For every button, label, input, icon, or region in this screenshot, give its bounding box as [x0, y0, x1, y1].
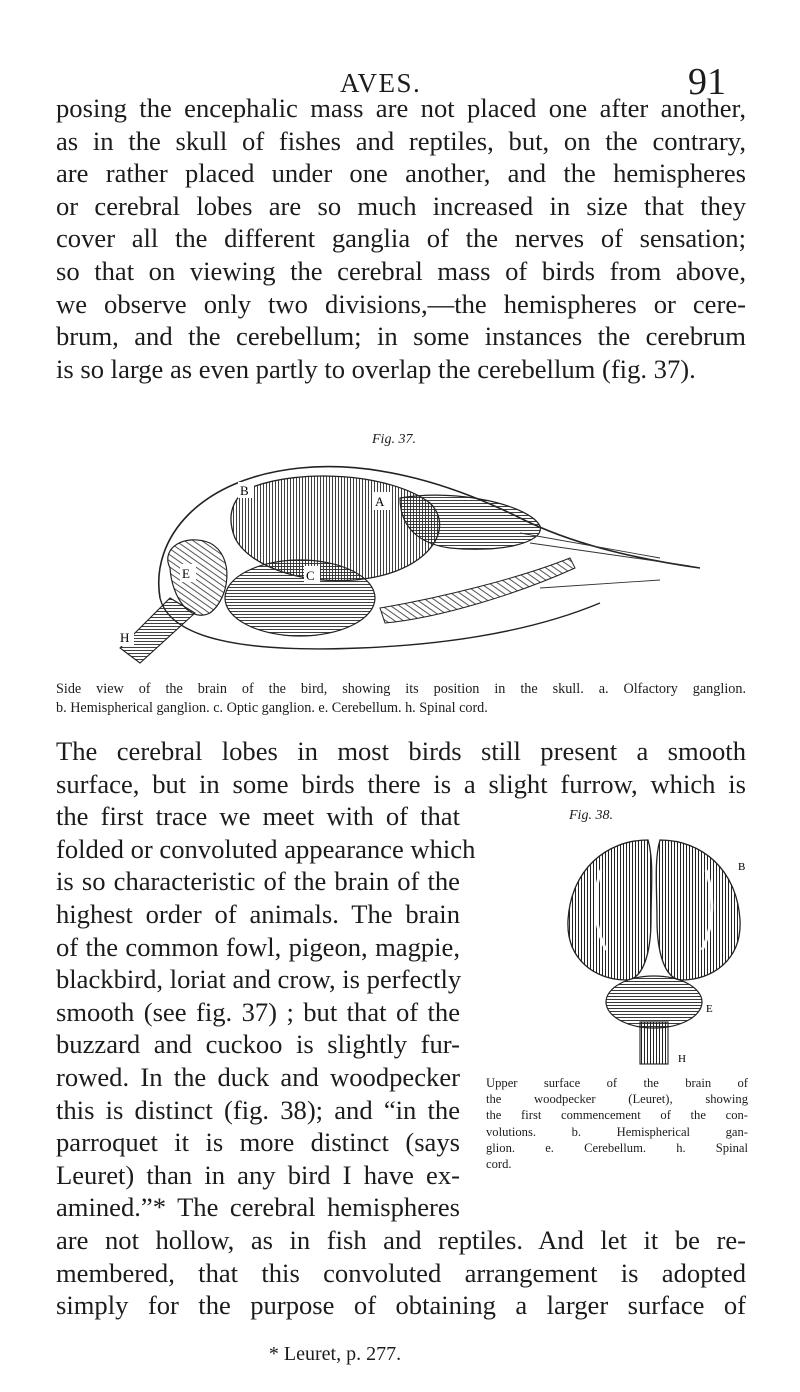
paragraph-2-line: of the common fowl, pigeon, magpie, [56, 931, 460, 962]
figure-38-caption-line: volutions. b. Hemispherical gan- [486, 1124, 748, 1139]
paragraph-2-line: smooth (see fig. 37) ; but that of the [56, 996, 460, 1027]
paragraph-2-line: are not hollow, as in fish and reptiles. And let it be re- [56, 1224, 746, 1255]
figure-37-illustration [100, 448, 720, 678]
paragraph-2-line: simply for the purpose of obtaining a larger surface of [56, 1290, 746, 1321]
figure-37-caption [56, 680, 746, 718]
paragraph-2-line: the first trace we meet with of that [56, 801, 460, 832]
fig38-letter-h: H [678, 1053, 686, 1065]
footnote [0, 1343, 800, 1366]
paragraph-1-line: posing the encephalic mass are not placed one after another, [56, 93, 746, 123]
fig37-letter-e: E [182, 566, 190, 581]
paragraph-2-line: The cerebral lobes in most birds still present a smooth [56, 736, 746, 766]
paragraph-1-line: so that on viewing the cerebral mass of birds from above, [56, 255, 746, 286]
paragraph-2-line: is so characteristic of the brain of the [56, 866, 460, 897]
fig37-letter-h: H [120, 630, 130, 645]
paragraph-1-line: as in the skull of fishes and reptiles, but, on the contrary, [56, 125, 746, 156]
figure-38-caption-line: glion. e. Cerebellum. h. Spinal [486, 1140, 748, 1155]
paragraph-1-line: we observe only two divisions,—the hemispheres or cere- [56, 288, 746, 319]
figure-38-caption-line: cord. [486, 1157, 512, 1172]
page-number: 91 [688, 61, 726, 103]
paragraph-2-line: amined.”* The cerebral hemispheres [56, 1192, 460, 1223]
figure-38-caption-line: the first commencement of the con- [486, 1108, 748, 1123]
paragraph-2-line: buzzard and cuckoo is slightly fur- [56, 1029, 460, 1060]
paragraph-1 [56, 92, 746, 385]
paragraph-1-line: is so large as even partly to overlap the cerebellum (fig. 37). [56, 353, 696, 384]
paragraph-1-line: brum, and the cerebellum; in some instances the cerebrum [56, 321, 746, 352]
paragraph-2-line: rowed. In the duck and woodpecker [56, 1061, 460, 1092]
fig37-letter-a: A [375, 494, 385, 509]
fig37-letter-b: B [240, 483, 249, 498]
fig37-letter-c: C [306, 568, 315, 583]
paragraph-2-line: folded or convoluted appearance which [56, 833, 476, 864]
paragraph-2-line: parroquet it is more distinct (says [56, 1127, 460, 1158]
figure-38-illustration [556, 830, 752, 1068]
paragraph-1-line: or cerebral lobes are so much increased in size that they [56, 190, 746, 221]
paragraph-2-line: surface, but in some birds there is a slight furrow, which is [56, 768, 746, 799]
fig38-letter-b: B [738, 861, 746, 873]
figure-38-label: Fig. 38. [569, 808, 613, 823]
paragraph-2-line: highest order of animals. The brain [56, 898, 460, 929]
figure-38-caption-line: Upper surface of the brain of [486, 1076, 748, 1090]
figure-37-caption-line: Side view of the brain of the bird, showing its position in the skull. a. Olfactory ganglion. [56, 681, 746, 697]
fig38-letter-e: E [706, 1003, 713, 1015]
paragraph-2-line: membered, that this convoluted arrangement is adopted [56, 1257, 746, 1288]
paragraph-2-line: Leuret) than in any bird I have ex- [56, 1159, 460, 1190]
footnote-text: * Leuret, p. 277. [268, 1343, 402, 1365]
figure-38-caption-line: the woodpecker (Leuret), showing [486, 1092, 748, 1107]
running-head-title: AVES. [340, 68, 422, 98]
figure-37-label: Fig. 37. [372, 432, 416, 447]
paragraph-1-line: are rather placed under one another, and the hemispheres [56, 158, 746, 189]
paragraph-2-line: blackbird, loriat and crow, is perfectly [56, 964, 462, 995]
paragraph-2-line: this is distinct (fig. 38); and “in the [56, 1094, 460, 1125]
figure-38-caption [486, 1075, 748, 1172]
paragraph-1-line: cover all the different ganglia of the nerves of sensation; [56, 223, 746, 254]
figure-37-caption-line: b. Hemispherical ganglion. c. Optic ganglion. e. Cerebellum. h. Spinal cord. [56, 700, 488, 716]
